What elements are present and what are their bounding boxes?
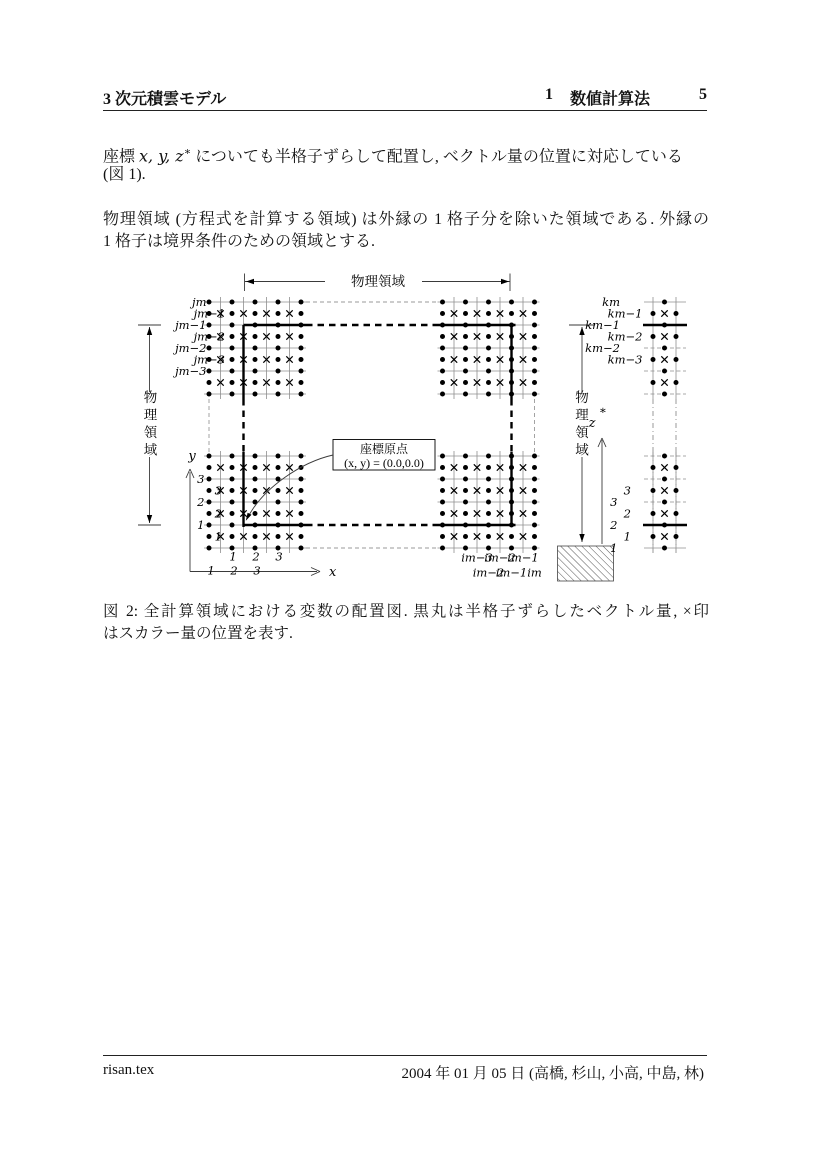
- z-index-label-inner: 3: [623, 483, 631, 498]
- vector-point-dot: [253, 511, 258, 516]
- vector-point-dot: [463, 465, 468, 470]
- vector-point-dot: [463, 300, 468, 305]
- dim-top-label: 物理領域: [351, 274, 405, 289]
- vector-point-dot: [299, 534, 304, 539]
- dim-right-label: 理: [575, 407, 589, 423]
- vector-point-dot: [207, 488, 212, 493]
- y-index-label-outer: 1: [197, 518, 205, 532]
- vector-point-dot: [230, 357, 235, 362]
- vector-point-dot: [253, 346, 258, 351]
- z-index-label-inner: 2: [623, 506, 631, 521]
- z-index-label-inner: 1: [623, 529, 631, 544]
- vector-point-dot: [463, 477, 468, 482]
- k-index-label-inner: km−2: [607, 329, 643, 344]
- vector-point-dot: [532, 477, 537, 482]
- vector-point-dot: [662, 523, 667, 528]
- vector-point-dot: [440, 346, 445, 351]
- vector-point-dot: [486, 500, 491, 505]
- vector-point-dot: [651, 511, 656, 516]
- axis-arrowhead: [186, 469, 190, 478]
- vector-point-dot: [463, 511, 468, 516]
- im-index-label-upper: im−2: [484, 550, 516, 565]
- vector-point-dot: [276, 369, 281, 374]
- vector-point-dot: [440, 357, 445, 362]
- vector-point-dot: [486, 300, 491, 305]
- vector-point-dot: [674, 380, 679, 385]
- vector-point-dot: [253, 392, 258, 397]
- j-index-label-inner: jm−2: [193, 329, 225, 344]
- vector-point-dot: [253, 380, 258, 385]
- k-index-label-outer: km−1: [585, 318, 620, 332]
- vector-point-dot: [253, 465, 258, 470]
- header-page-number: 5: [699, 86, 707, 103]
- vector-point-dot: [532, 357, 537, 362]
- vector-point-dot: [651, 357, 656, 362]
- vector-point-dot: [276, 346, 281, 351]
- paragraph-2-line-1: 物理領域 (方程式を計算する領域) は外縁の 1 格子分を除いた領域である. 外縁の: [103, 211, 709, 228]
- vector-point-dot: [463, 392, 468, 397]
- vector-point-dot: [299, 546, 304, 551]
- vector-point-dot: [276, 311, 281, 316]
- vector-point-dot: [207, 454, 212, 459]
- header-left-title: 3 次元積雲モデル: [103, 91, 227, 108]
- y-index-label-inner: 2: [214, 506, 222, 521]
- vector-point-dot: [299, 477, 304, 482]
- x-index-label-lower: 2: [230, 563, 238, 578]
- axis-arrowhead: [598, 438, 602, 447]
- header-section-title: 数値計算法: [570, 91, 651, 108]
- vector-point-dot: [463, 488, 468, 493]
- vector-point-dot: [532, 311, 537, 316]
- dim-left-label: 域: [143, 442, 158, 458]
- x-index-label-upper: 3: [275, 549, 283, 564]
- j-index-label-outer: jm−3: [175, 364, 207, 378]
- footer-rule: [103, 1055, 707, 1056]
- vector-point-dot: [532, 392, 537, 397]
- vector-point-dot: [440, 392, 445, 397]
- vector-point-dot: [207, 369, 212, 374]
- x-index-label-upper: 2: [252, 549, 260, 564]
- dimension-arrowhead: [579, 327, 584, 335]
- dim-right-label: 物: [575, 390, 589, 405]
- vector-point-dot: [253, 534, 258, 539]
- vector-point-dot: [662, 300, 667, 305]
- vector-point-dot: [674, 511, 679, 516]
- z-index-label-outer: 1: [610, 541, 618, 555]
- figure-caption-line-1: 図 2: 全計算領域における変数の配置図. 黒丸は半格子ずらしたベクトル量, ×印: [103, 603, 709, 620]
- vector-point-dot: [276, 500, 281, 505]
- im-index-label-upper: im−3: [461, 550, 493, 565]
- vector-point-dot: [662, 546, 667, 551]
- origin-callout-arrowhead: [246, 513, 252, 521]
- vector-point-dot: [486, 511, 491, 516]
- vector-point-dot: [299, 380, 304, 385]
- vector-point-dot: [532, 454, 537, 459]
- vector-point-dot: [230, 300, 235, 305]
- figure-caption-line-2: はスカラー量の位置を表す.: [103, 625, 293, 642]
- vector-point-dot: [299, 311, 304, 316]
- dimension-arrowhead: [147, 515, 152, 523]
- vector-point-dot: [230, 323, 235, 328]
- vector-point-dot: [299, 357, 304, 362]
- vector-point-dot: [532, 500, 537, 505]
- vector-point-dot: [463, 454, 468, 459]
- axis-arrowhead: [602, 438, 606, 447]
- vector-point-dot: [299, 369, 304, 374]
- ground-hatch-box: [558, 546, 614, 581]
- vector-point-dot: [253, 454, 258, 459]
- axis-arrowhead: [311, 572, 320, 576]
- vector-point-dot: [486, 357, 491, 362]
- origin-callout-leader: [248, 455, 333, 517]
- vector-point-dot: [532, 511, 537, 516]
- vector-point-dot: [440, 454, 445, 459]
- vector-point-dot: [662, 369, 667, 374]
- vector-point-dot: [532, 380, 537, 385]
- footer-filename: risan.tex: [103, 1062, 155, 1078]
- vector-point-dot: [207, 500, 212, 505]
- vector-point-dot: [230, 392, 235, 397]
- vector-point-dot: [651, 488, 656, 493]
- vector-point-dot: [253, 311, 258, 316]
- vector-point-dot: [207, 346, 212, 351]
- j-index-label-inner: jm−1: [193, 306, 225, 321]
- x-index-label-lower: 1: [207, 563, 215, 578]
- vector-point-dot: [440, 546, 445, 551]
- dimension-arrowhead: [246, 279, 254, 284]
- vector-point-dot: [463, 369, 468, 374]
- vector-point-dot: [207, 523, 212, 528]
- vector-point-dot: [532, 369, 537, 374]
- para1-math-vars: x, y, z: [139, 146, 184, 166]
- vector-point-dot: [440, 534, 445, 539]
- vector-point-dot: [662, 346, 667, 351]
- dimension-arrowhead: [147, 327, 152, 335]
- vector-point-dot: [230, 523, 235, 528]
- vector-point-dot: [207, 300, 212, 305]
- y-axis-label: y: [188, 449, 196, 464]
- vector-point-dot: [486, 346, 491, 351]
- vector-point-dot: [276, 392, 281, 397]
- vector-point-dot: [276, 454, 281, 459]
- vector-point-dot: [674, 534, 679, 539]
- dim-right-label: 域: [575, 442, 589, 458]
- vector-point-dot: [532, 465, 537, 470]
- j-index-label-outer: jm: [192, 295, 207, 309]
- vector-point-dot: [276, 300, 281, 305]
- vector-point-dot: [463, 500, 468, 505]
- y-index-label-outer: 2: [197, 495, 205, 509]
- z-axis-label: z: [588, 416, 596, 431]
- vector-point-dot: [463, 311, 468, 316]
- vector-point-dot: [230, 346, 235, 351]
- vector-point-dot: [253, 369, 258, 374]
- vector-point-dot: [299, 511, 304, 516]
- vector-point-dot: [651, 380, 656, 385]
- axis-arrowhead: [311, 568, 320, 572]
- vector-point-dot: [230, 311, 235, 316]
- dimension-arrowhead: [579, 534, 584, 542]
- vector-point-dot: [532, 346, 537, 351]
- vector-point-dot: [486, 488, 491, 493]
- vector-point-dot: [662, 477, 667, 482]
- vector-point-dot: [440, 465, 445, 470]
- vector-point-dot: [674, 311, 679, 316]
- vector-point-dot: [207, 511, 212, 516]
- paragraph-2-line-2: 1 格子は境界条件のための領域とする.: [103, 233, 376, 250]
- footer-date-authors: 2004 年 01 月 05 日 (高橋, 杉山, 小高, 中島, 林): [401, 1066, 704, 1082]
- vector-point-dot: [440, 488, 445, 493]
- vector-point-dot: [486, 369, 491, 374]
- im-index-label-upper: im−1: [507, 550, 539, 565]
- vector-point-dot: [299, 454, 304, 459]
- vector-point-dot: [662, 323, 667, 328]
- vector-point-dot: [230, 465, 235, 470]
- vector-point-dot: [486, 534, 491, 539]
- vector-point-dot: [532, 534, 537, 539]
- y-index-label-outer: 3: [197, 472, 205, 486]
- x-index-label-lower: 3: [253, 563, 261, 578]
- vector-point-dot: [509, 300, 514, 305]
- z-index-label-outer: 3: [610, 495, 618, 509]
- vector-point-dot: [440, 300, 445, 305]
- vector-point-dot: [486, 311, 491, 316]
- axis-arrowhead: [190, 469, 194, 478]
- dim-left-label: 物: [143, 390, 158, 405]
- vector-point-dot: [230, 334, 235, 339]
- j-index-label-outer: jm−1: [175, 318, 207, 332]
- k-index-label-inner: km−3: [607, 352, 643, 367]
- vector-point-dot: [276, 357, 281, 362]
- vector-point-dot: [207, 380, 212, 385]
- y-index-label-inner: 1: [214, 529, 222, 544]
- z-index-label-outer: 2: [610, 518, 618, 532]
- vector-point-dot: [532, 523, 537, 528]
- figure-grid-diagram: [90, 264, 730, 594]
- vector-point-dot: [532, 300, 537, 305]
- vector-point-dot: [276, 534, 281, 539]
- x-index-label-upper: 1: [229, 549, 237, 564]
- para1-superscript: ∗: [183, 146, 192, 158]
- vector-point-dot: [662, 454, 667, 459]
- vector-point-dot: [253, 488, 258, 493]
- vector-point-dot: [486, 477, 491, 482]
- vector-point-dot: [662, 500, 667, 505]
- origin-callout-title: 座標原点: [359, 442, 409, 456]
- vector-point-dot: [276, 334, 281, 339]
- vector-point-dot: [440, 380, 445, 385]
- vector-point-dot: [486, 334, 491, 339]
- vector-point-dot: [440, 369, 445, 374]
- j-index-label-inner: jm−3: [193, 352, 225, 367]
- vector-point-dot: [276, 380, 281, 385]
- z-axis-superscript: ∗: [599, 403, 607, 417]
- vector-point-dot: [207, 534, 212, 539]
- vector-point-dot: [463, 357, 468, 362]
- vector-point-dot: [486, 392, 491, 397]
- k-index-label-outer: km: [602, 295, 620, 309]
- vector-point-dot: [230, 488, 235, 493]
- vector-point-dot: [253, 477, 258, 482]
- j-index-label-outer: jm−2: [175, 341, 207, 355]
- dim-right-label: 領: [575, 425, 589, 440]
- para1-pre: 座標: [103, 148, 140, 166]
- dim-left-label: 領: [143, 425, 158, 440]
- vector-point-dot: [662, 392, 667, 397]
- vector-point-dot: [299, 300, 304, 305]
- vector-point-dot: [532, 323, 537, 328]
- vector-point-dot: [207, 546, 212, 551]
- vector-point-dot: [230, 500, 235, 505]
- vector-point-dot: [230, 477, 235, 482]
- vector-point-dot: [486, 465, 491, 470]
- header-rule: [103, 110, 707, 111]
- vector-point-dot: [207, 465, 212, 470]
- vector-point-dot: [440, 511, 445, 516]
- vector-point-dot: [440, 477, 445, 482]
- vector-point-dot: [276, 511, 281, 516]
- y-index-label-inner: 3: [214, 483, 222, 498]
- vector-point-dot: [674, 334, 679, 339]
- para1-post: についても半格子ずらして配置し, ベクトル量の位置に対応している: [191, 148, 683, 166]
- vector-point-dot: [674, 488, 679, 493]
- vector-point-dot: [299, 346, 304, 351]
- vector-point-dot: [276, 465, 281, 470]
- paragraph-1-line-2: (図 1).: [103, 166, 146, 183]
- vector-point-dot: [651, 334, 656, 339]
- vector-point-dot: [532, 334, 537, 339]
- vector-point-dot: [651, 465, 656, 470]
- vector-point-dot: [532, 488, 537, 493]
- vector-point-dot: [299, 392, 304, 397]
- vector-point-dot: [486, 454, 491, 459]
- vector-point-dot: [276, 488, 281, 493]
- vector-point-dot: [674, 465, 679, 470]
- k-index-label-outer: km−2: [585, 341, 620, 355]
- vector-point-dot: [253, 300, 258, 305]
- x-axis-label: x: [329, 565, 337, 580]
- vector-point-dot: [509, 534, 514, 539]
- vector-point-dot: [299, 488, 304, 493]
- vector-point-dot: [463, 380, 468, 385]
- vector-point-dot: [299, 500, 304, 505]
- vector-point-dot: [509, 311, 514, 316]
- vector-point-dot: [674, 357, 679, 362]
- vector-point-dot: [651, 311, 656, 316]
- vector-point-dot: [463, 534, 468, 539]
- vector-point-dot: [230, 534, 235, 539]
- vector-point-dot: [230, 380, 235, 385]
- vector-point-dot: [440, 334, 445, 339]
- vector-point-dot: [486, 380, 491, 385]
- vector-point-dot: [253, 357, 258, 362]
- vector-point-dot: [230, 511, 235, 516]
- vector-point-dot: [253, 334, 258, 339]
- vector-point-dot: [463, 346, 468, 351]
- im-index-label-lower: im: [527, 565, 542, 580]
- vector-point-dot: [299, 334, 304, 339]
- vector-point-dot: [230, 369, 235, 374]
- vector-point-dot: [651, 534, 656, 539]
- vector-point-dot: [230, 454, 235, 459]
- vector-point-dot: [207, 392, 212, 397]
- dim-left-label: 理: [143, 407, 158, 423]
- vector-point-dot: [440, 500, 445, 505]
- dimension-arrowhead: [501, 279, 509, 284]
- k-index-label-inner: km−1: [607, 306, 643, 321]
- vector-point-dot: [440, 311, 445, 316]
- origin-callout-value: (x, y) = (0.0,0.0): [344, 456, 424, 470]
- vector-point-dot: [207, 323, 212, 328]
- header-section-number: 1: [545, 86, 553, 103]
- im-index-label-lower: im−2: [472, 565, 505, 580]
- vector-point-dot: [207, 477, 212, 482]
- vector-point-dot: [463, 334, 468, 339]
- im-index-label-lower: im−1: [495, 565, 528, 580]
